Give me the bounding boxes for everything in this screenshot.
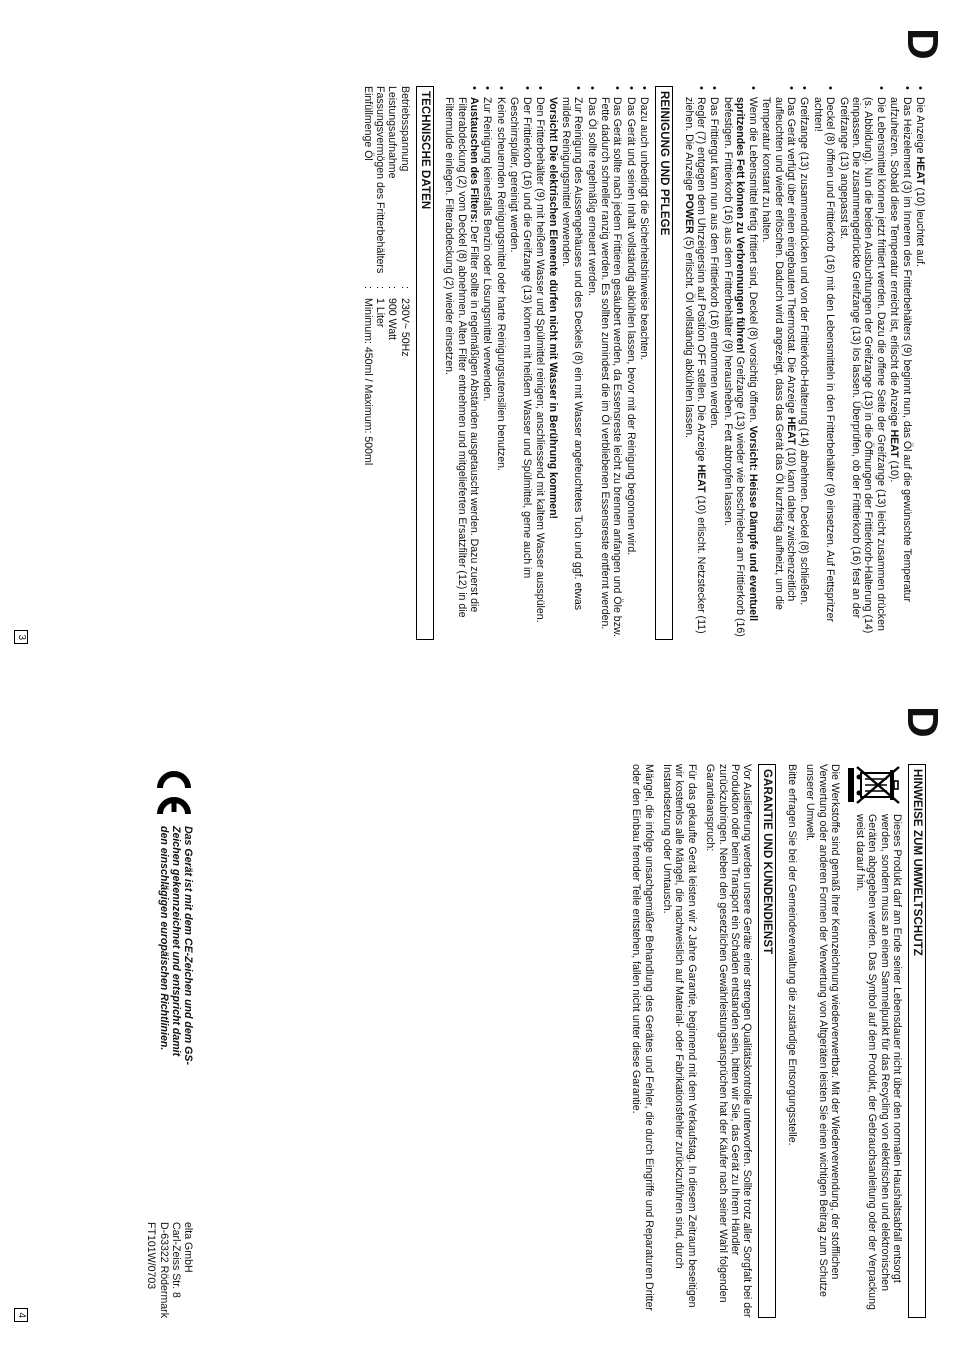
page-number: 3 bbox=[14, 630, 28, 644]
list-item: • Das Öl sollte regelmäßig erneuert werden. bbox=[585, 86, 597, 640]
spec-colon: : bbox=[361, 286, 374, 289]
spec-table bbox=[361, 86, 411, 640]
ce-conformity-note bbox=[154, 764, 194, 1074]
spec-row bbox=[398, 86, 410, 640]
weee-crossed-bin-icon bbox=[847, 764, 903, 806]
list-item-text: Regler (7) entgegen dem Uhrzeigersinn auf Position OFF stellen. Die Anzeige bbox=[695, 97, 708, 465]
warranty-paragraph: Vor Auslieferung werden unsere Geräte einer strengen Qualitätskontrolle unterworfen. Sollte trotz aller Sorgfalt bei der Produktion oder beim Transport ein Schaden entstanden sein, bitten wir Sie, das Gerät zu Ihrem Händler zurückzubringen. Neben den gesetzlichen Gewährleistungsansprüchen hat der Käufer nach seiner Wahl folgenden Garantieanspruch: bbox=[704, 764, 754, 1318]
spec-colon: : bbox=[398, 286, 411, 289]
address-line: D-63322 Rödermark bbox=[157, 1222, 170, 1318]
page-4-content bbox=[630, 764, 926, 1318]
spec-label: Betriebsspannung bbox=[398, 86, 411, 172]
environment-text-3: Bitte erfragen Sie bei der Gemeindeverwaltung die zuständige Entsorgungsstelle. bbox=[785, 764, 798, 1146]
list-item-text: Das Frittiergut kann nun aus dem Frittierkorb (16) entnommen werden. bbox=[708, 97, 721, 429]
spec-colon: : bbox=[373, 286, 386, 289]
list-item-text: Das Gerät verfügt über einen eingebauten Thermostat. Die Anzeige bbox=[784, 97, 797, 417]
list-item bbox=[837, 86, 887, 640]
list-item-text: Zur Reinigung des Aussengehäuses und des Deckels (8) ein mit Wasser angefeuchtetes Tuch und ggf. etwas mildes Reinigungsmittel verwenden. bbox=[559, 97, 585, 611]
list-item bbox=[914, 86, 926, 640]
environment-heading: HINWEISE ZUM UMWELTSCHUTZ bbox=[908, 764, 926, 1318]
spec-value: 900 Watt bbox=[386, 298, 399, 341]
list-item bbox=[682, 86, 707, 640]
ce-text: Das Gerät ist mit dem CE-Zeichen und dem GS-Zeichen gekennzeichnet und entspricht damit den einschlägigen europäischen Richtlinien. bbox=[157, 826, 194, 1065]
list-item-text: (10) kann daher zwischenzeitlich aufleuchten und wieder erlöschen. Dadurch wird angezeigt, dass das Gerät das Öl kurzfristig aufheizt, um die Temperatur konstant zu halten. bbox=[760, 97, 797, 610]
spec-label: Leistungsaufnahme bbox=[386, 86, 399, 179]
emphasis-text: HEAT bbox=[784, 416, 797, 445]
list-item-text: Die Anzeige bbox=[914, 97, 926, 157]
language-letter: D bbox=[898, 706, 947, 738]
spec-value: Minimum: 450ml / Maximum: 500ml bbox=[361, 298, 374, 466]
language-letter: D bbox=[898, 28, 947, 60]
list-item-text: Wenn die Lebensmittel fertig frittiert sind, Deckel (8) vorsichtig öffnen. bbox=[746, 97, 759, 426]
tech-data-heading: TECHNISCHE DATEN bbox=[416, 86, 434, 640]
spec-value: 230V~ 50Hz bbox=[398, 298, 411, 357]
list-item: • Das Gerät sollte nach jedem Frittieren gesäubert werden, da Essensreste leicht zu brennen anfangen und Öle bzw. Fette dadurch schneller ranzig werden. Es sollten zumindest die im Öl verbliebenen Essensreste entfernt werden. bbox=[599, 86, 624, 640]
warranty-paragraph: Für das gekaufte Gerät leisten wir 2 Jahre Garantie, beginnend mit dem Verkaufstag. In diesem Zeitraum beseitigen wir kostenlos alle Mängel, die nachweislich auf Material- oder Fabrikationsfehler zurückzuführen sind, durch Instandsetzung oder Umtausch. bbox=[660, 764, 698, 1308]
spec-label: Einfüllmenge Öl bbox=[361, 86, 374, 161]
spec-row bbox=[386, 86, 398, 640]
filter-text: Der Filter sollte in regelmäßigen Abständen ausgetauscht werden. Dazu zuerst die Filterabdeckung (2) vom Deckel (8) abnehmen. Alten Filter entnehmen und mitgelieferten Ersatzfilter (12) in die Filtermulde einlegen. Filterabdeckung (2) wieder einsetzen. bbox=[443, 97, 480, 618]
list-item-text: (10) leuchtet auf. bbox=[914, 184, 926, 267]
emphasis-text: HEAT bbox=[914, 156, 926, 185]
list-item: • Der Frittierkorb (16) und die Greifzange (13) können mit heißem Wasser und Spülmittel, gerne auch im Geschirrspüler, gereinigt werden. bbox=[508, 86, 533, 640]
address-line: elta GmbH bbox=[182, 1222, 194, 1273]
cleaning-list bbox=[443, 86, 651, 640]
spec-value: 1 Liter bbox=[373, 298, 386, 328]
page-3-content bbox=[361, 86, 926, 640]
list-item-text: (5) erlischt. Öl vollständig abkühlen lassen. bbox=[682, 233, 695, 438]
emphasis-text: Vorsicht: Heisse Dämpfe und eventuell spritzendes Fett können zu Verbrennungen führen! bbox=[734, 97, 759, 622]
warranty-paragraph: Mängel, die infolge unsachgemäßer Behandlung des Gerätes und Fehler, die durch Eingriffe und Reparaturen Dritter oder den Einbau fremder Teile entstehen, fallen nicht unter diese Garantie. bbox=[630, 764, 655, 1311]
list-item: • Zur Reinigung keinesfalls Benzin oder Lösungsmittel verwenden. bbox=[481, 86, 493, 640]
list-item-text: (10) erlischt. Netzstecker (11) ziehen. Die Anzeige bbox=[682, 97, 708, 634]
address-line: Carl-Zeiss Str. 8 bbox=[169, 1222, 182, 1298]
spec-colon: : bbox=[386, 286, 399, 289]
list-item: • Den Fritterbehälter (9) mit heißem Wasser und Spülmittel reinigen; anschliessend mit kaltem Wasser ausspülen. bbox=[534, 86, 546, 640]
list-item bbox=[888, 86, 913, 640]
cleaning-heading: REINIGUNG UND PFLEGE bbox=[655, 86, 673, 640]
list-item-text: Greifzange (13) wieder wie beschrieben am Frittierkorb (16) befestigen. Frittierkorb (16) aus dem Fritterbehälter (9) herausheben. Fett abtropfen lassen. bbox=[721, 97, 747, 637]
page-footer bbox=[145, 764, 194, 1318]
warning-text: Vorsicht! Die elektrischen Elemente dürfen nicht mit Wasser in Berührung kommen! bbox=[547, 97, 560, 520]
environment-text-2: Die Werkstoffe sind gemäß ihrer Kennzeichnung wiederverwertbar. Mit der Wiederverwendung, der stofflichen Verwertung oder anderen Formen der Verwertung von Altgeräten leisten Sie einen wichtigen Beitrag zum Schutze unserer Umwelt. bbox=[804, 764, 841, 1297]
list-item-text: Die Lebensmittel können jetzt frittiert werden. Dazu die offene Seite der Greifzange (13) leicht zusammen drücken (s. Abbildung). Nun die beiden Ausbuchtungen der Greifzange (13) in die Öffnungen der Frittierkorb-Halterung (14) einpassen. Die zusammengedrückte Greifzange (13) los lassen. Überprüfen, ob der Frittierkorb (16) fest an der Greifzange (13) angepasst ist. bbox=[837, 97, 887, 634]
list-item bbox=[798, 86, 810, 640]
list-item: • Das Gerät und seinen Inhalt vollständig abkühlen lassen, bevor mit der Reinigung begonnen wird. bbox=[624, 86, 636, 640]
list-item-text: Greifzange (13) zusammendrücken und von der Frittierkorb-Halterung (14) abnehmen. Deckel (8) schließen. bbox=[798, 97, 811, 606]
list-item-text: Deckel (8) öffnen und Frittierkorb (16) mit den Lebensmitteln in den Fritterbehälter (9) einsetzen. Auf Fettspritzer achten! bbox=[811, 97, 837, 623]
spec-row bbox=[361, 86, 373, 640]
list-item-text: (10). bbox=[888, 457, 901, 483]
list-item bbox=[547, 86, 584, 640]
list-item bbox=[722, 86, 759, 640]
list-item: • Dazu auch unbedingt die Sicherheitshinweise beachten. bbox=[638, 86, 650, 640]
warranty-heading: GARANTIE UND KUNDENDIENST bbox=[758, 764, 776, 1318]
list-item bbox=[760, 86, 797, 640]
spec-row bbox=[374, 86, 386, 640]
manufacturer-address bbox=[145, 1222, 194, 1318]
emphasis-text: HEAT bbox=[695, 464, 708, 493]
page-number: 4 bbox=[14, 1308, 28, 1322]
emphasis-text: HEAT bbox=[888, 429, 901, 458]
environment-notice bbox=[847, 764, 903, 1318]
operation-steps-list bbox=[682, 86, 926, 640]
spec-label: Fassungsvermögen des Fritterbehälters bbox=[373, 86, 386, 274]
emphasis-text: POWER bbox=[682, 193, 695, 234]
ce-mark-icon bbox=[154, 764, 194, 818]
list-item-text: Das Heizelement (3) im Inneren des Fritterbehälters (9) beginnt nun, das Öl auf die gewünschte Temperatur aufzuheizen. Sobald diese Temperatur erreicht ist, erlischt die Anzeige bbox=[888, 97, 913, 603]
list-item bbox=[811, 86, 836, 640]
list-item: • Keine scheuernden Reinigungsmittel oder harte Reinigungsutensilien benutzen. bbox=[494, 86, 506, 640]
environment-text: Dieses Produkt darf am Ende seiner Lebensdauer nicht über den normalen Haushaltsabfall entsorgt werden, sondern muss an einem Sammelpunkt für das Recycling von elektrischen und elektronischen Geräten abgegeben werden. Das Symbol auf dem Produkt, der Gebrauchsanleitung oder der Verpackung weist darauf hin. bbox=[853, 814, 903, 1310]
list-item bbox=[708, 86, 720, 640]
list-item bbox=[443, 86, 480, 640]
manual-page-4 bbox=[0, 678, 954, 1348]
filter-label: Austauschen des Filters: bbox=[468, 97, 480, 223]
address-line: FT101W/0703 bbox=[145, 1222, 158, 1290]
manual-page-3 bbox=[0, 0, 954, 670]
